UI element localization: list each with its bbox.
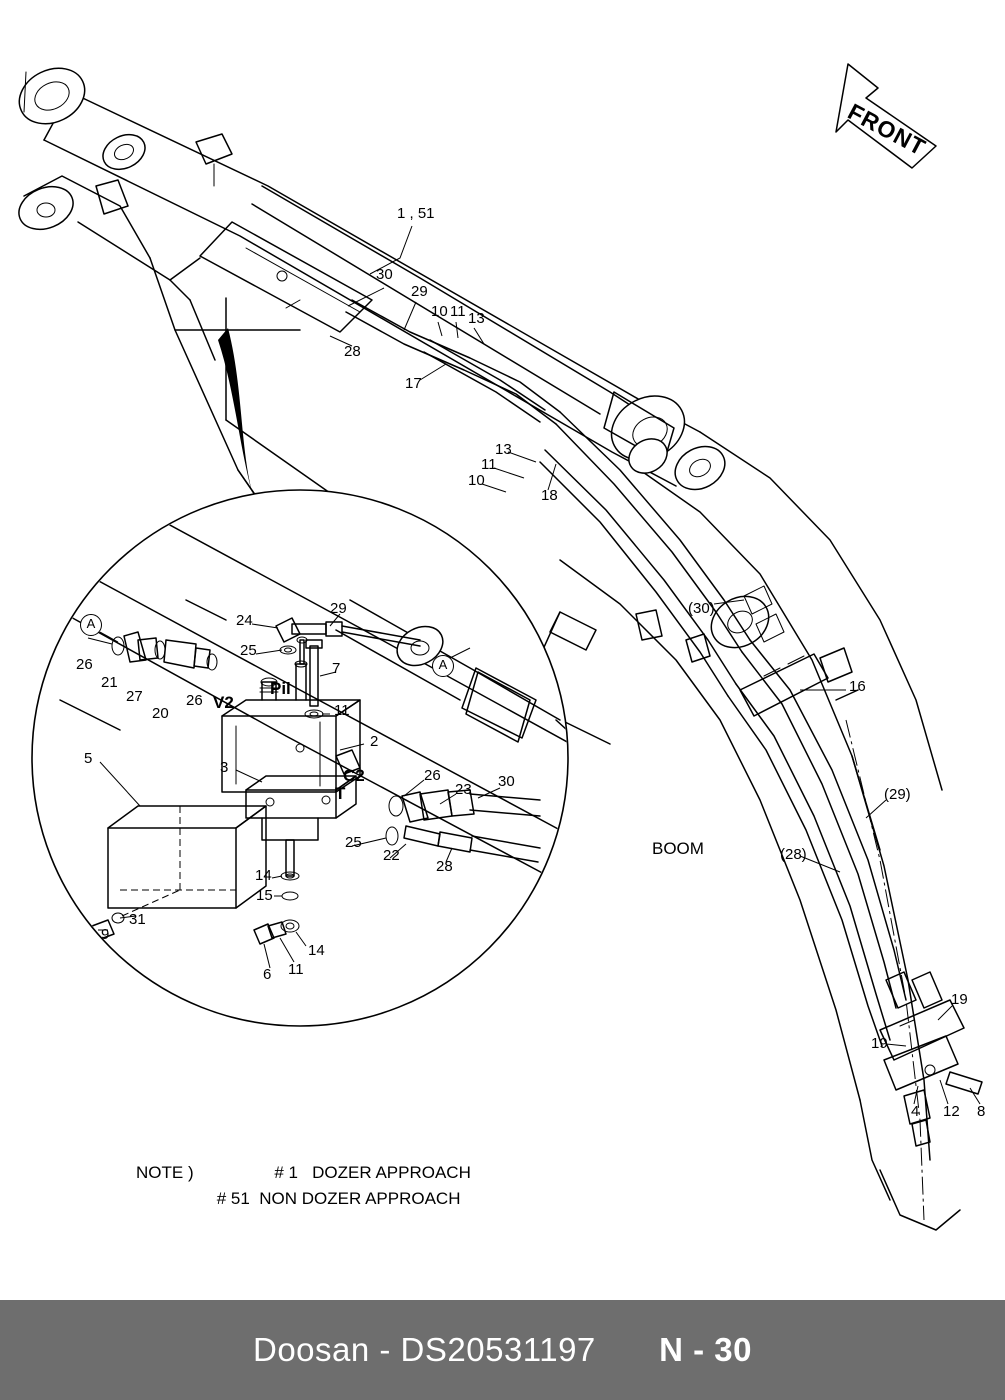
note-block: [136, 1160, 471, 1213]
footer-part-number: Doosan - DS20531197: [252, 1331, 596, 1368]
callout-4: 4: [911, 1103, 920, 1120]
port-label-c2: C2: [343, 766, 365, 785]
detail-callout-14-b: 14: [308, 942, 325, 959]
note-second-row: [136, 1186, 471, 1212]
detail-callout-24: 24: [236, 612, 253, 629]
callout-19-a: 19: [951, 991, 968, 1008]
callout-13: 13: [468, 310, 485, 327]
detail-callout-26-a: 26: [76, 656, 93, 673]
note-1-num: # 1: [274, 1163, 298, 1182]
callout-29-paren: (29): [884, 786, 911, 803]
callout-28-paren: (28): [780, 846, 807, 863]
callout-12: 12: [943, 1103, 960, 1120]
note-1-text: DOZER APPROACH: [312, 1163, 471, 1182]
boom-label: BOOM: [652, 839, 704, 858]
port-label-t: T: [335, 784, 346, 803]
detail-callout-23: 23: [455, 781, 472, 798]
callout-11: 11: [450, 303, 466, 320]
detail-callout-11-b: 11: [288, 961, 304, 978]
callout-11-lower: 11: [481, 456, 497, 473]
detail-callout-marker-a-main: A: [432, 655, 454, 677]
note-title: NOTE ): [136, 1163, 194, 1182]
footer-bar: [0, 1300, 1005, 1400]
callout-10-lower: 10: [468, 472, 485, 489]
detail-callout-20: 20: [152, 705, 169, 722]
detail-callout-9: 9: [101, 926, 110, 943]
detail-callout-6: 6: [263, 966, 272, 983]
port-label-pil: Pil: [270, 679, 291, 698]
callout-13-lower: 13: [495, 441, 512, 458]
detail-callout-2: 2: [370, 733, 379, 750]
callout-30-paren: (30): [688, 600, 715, 617]
callout-28: 28: [344, 343, 361, 360]
detail-callout-22: 22: [383, 847, 400, 864]
detail-callout-21: 21: [101, 674, 118, 691]
footer-sheet-number: N - 30: [659, 1331, 752, 1368]
detail-callout-marker-a-left: A: [80, 614, 102, 636]
callout-30: 30: [376, 266, 393, 283]
note-51-num: # 51: [216, 1189, 250, 1209]
detail-callout-5: 5: [84, 750, 93, 767]
note-title-row: [136, 1160, 471, 1186]
detail-callout-3: 3: [220, 759, 229, 776]
detail-callout-15: 15: [256, 887, 273, 904]
detail-view-circle: [32, 487, 630, 1026]
port-label-v2: V2: [213, 693, 234, 712]
detail-callout-27: 27: [126, 688, 143, 705]
footer-text: [253, 1331, 752, 1369]
callout-8: 8: [977, 1103, 986, 1120]
detail-callout-29: 29: [330, 600, 347, 617]
detail-callout-25-b: 25: [345, 834, 362, 851]
detail-callout-14-a: 14: [255, 867, 272, 884]
detail-callout-25: 25: [240, 642, 257, 659]
front-arrow-label: FRONT: [843, 98, 931, 161]
detail-callout-26-b: 26: [186, 692, 203, 709]
detail-callout-11-a: 11: [334, 702, 350, 719]
detail-callout-7: 7: [332, 660, 341, 677]
detail-callout-31: 31: [129, 911, 146, 928]
callout-19-b: 19: [871, 1035, 888, 1052]
detail-callout-30: 30: [498, 773, 515, 790]
callout-10: 10: [431, 303, 448, 320]
detail-callout-28: 28: [436, 858, 453, 875]
callout-17: 17: [405, 375, 422, 392]
callout-16: 16: [849, 678, 866, 695]
detail-callout-26-c: 26: [424, 767, 441, 784]
callout-18: 18: [541, 487, 558, 504]
callout-29: 29: [411, 283, 428, 300]
note-51-text: NON DOZER APPROACH: [259, 1189, 461, 1209]
callout-1-51: 1 , 51: [397, 205, 435, 222]
